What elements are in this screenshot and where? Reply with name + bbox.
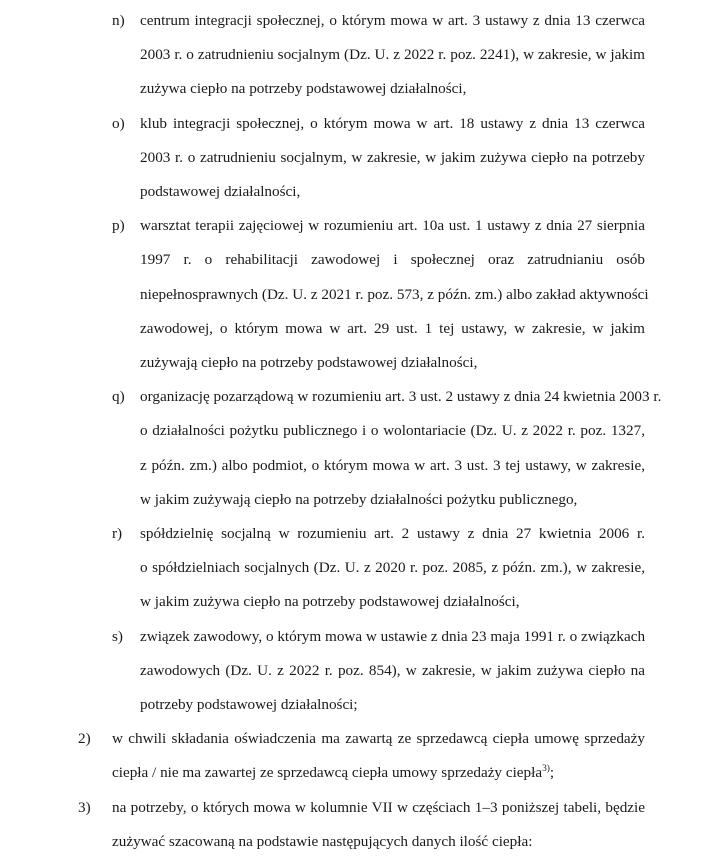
text-line: na potrzeby, o których mowa w kolumnie VII w częściach 1–3 poniższej tabeli, będzie <box>112 798 645 816</box>
text-line-content: ciepła / nie ma zawartej ze sprzedawcą ciepła umowy sprzedaży ciepła <box>112 764 543 782</box>
text-line: 2003 r. o zatrudnieniu socjalnym (Dz. U. z 2022 r. poz. 2241), w zakresie, w jakim <box>140 46 645 64</box>
list-marker: s) <box>112 627 123 645</box>
list-item-s <box>112 620 646 723</box>
list-item-q <box>112 380 662 517</box>
text-line: organizację pozarządową w rozumieniu art. 3 ust. 2 ustawy z dnia 24 kwietnia 2003 r. <box>140 388 662 406</box>
footnote-reference: 3) <box>542 764 550 775</box>
text-line: z późn. zm.) albo podmiot, o którym mowa w art. 3 ust. 3 tej ustawy, w zakresie, <box>140 456 645 474</box>
text-line: potrzeby podstawowej działalności; <box>140 696 358 714</box>
text-line: o spółdzielniach socjalnych (Dz. U. z 2020 r. poz. 2085, z późn. zm.), w zakresie, <box>140 559 645 577</box>
list-marker: p) <box>112 217 125 235</box>
list-item-body <box>112 722 645 790</box>
text-line: spółdzielnię socjalną w rozumieniu art. 2 ustawy z dnia 27 kwietnia 2006 r. <box>140 525 645 543</box>
list-item-n <box>112 4 645 107</box>
list-marker: r) <box>112 525 123 543</box>
list-item-body <box>140 209 649 380</box>
list-item-3 <box>78 791 645 859</box>
text-line: warsztat terapii zajęciowej w rozumieniu art. 10a ust. 1 ustawy z dnia 27 sierpnia <box>140 217 645 235</box>
list-item-body <box>112 791 645 859</box>
text-line: w jakim zużywa ciepło na potrzeby podstawowej działalności, <box>140 593 520 611</box>
list-marker: q) <box>112 388 125 406</box>
list-item-body <box>140 380 662 517</box>
list-item-p <box>112 209 649 380</box>
text-line: w chwili składania oświadczenia ma zawartą ze sprzedawcą ciepła umowę sprzedaży <box>112 730 645 748</box>
text-line: 1997 r. o rehabilitacji zawodowej i społecznej oraz zatrudnianiu osób <box>140 251 645 269</box>
list-item-2 <box>78 722 645 790</box>
list-item-body <box>140 517 645 620</box>
text-line: klub integracji społecznej, o którym mowa w art. 18 ustawy z dnia 13 czerwca <box>140 114 645 132</box>
text-line: centrum integracji społecznej, o którym mowa w art. 3 ustawy z dnia 13 czerwca <box>140 12 645 29</box>
list-item-body <box>140 107 645 210</box>
list-marker: 2) <box>78 730 91 748</box>
text-line: 2003 r. o zatrudnieniu socjalnym, w zakresie, w jakim zużywa ciepło na potrzeby <box>140 148 645 166</box>
text-line: zużywa ciepło na potrzeby podstawowej działalności, <box>140 80 467 98</box>
text-line: o działalności pożytku publicznego i o wolontariacie (Dz. U. z 2022 r. poz. 1327, <box>140 422 645 440</box>
text-line: zawodowej, o którym mowa w art. 29 ust. 1 tej ustawy, w zakresie, w jakim <box>140 319 645 337</box>
numbered-list <box>0 722 726 859</box>
list-item-body <box>140 620 645 723</box>
text-line: zużywać szacowaną na podstawie następujących danych ilość ciepła: <box>112 832 533 850</box>
line-tail: ; <box>549 764 555 782</box>
text-line-with-footnote <box>112 756 645 790</box>
list-marker: 3) <box>78 798 91 816</box>
list-item-r <box>112 517 645 620</box>
list-marker: o) <box>112 114 125 132</box>
text-line: w jakim zużywają ciepło na potrzeby działalności pożytku publicznego, <box>140 490 578 508</box>
list-item-o <box>112 107 645 210</box>
text-line: związek zawodowy, o którym mowa w ustawie z dnia 23 maja 1991 r. o związkach <box>140 627 646 645</box>
text-line: podstawowej działalności, <box>140 183 301 201</box>
list-item-body <box>140 4 645 107</box>
list-marker: n) <box>112 12 125 29</box>
text-line: zużywają ciepło na potrzeby podstawowej działalności, <box>140 354 478 372</box>
text-line: niepełnosprawnych (Dz. U. z 2021 r. poz. 573, z późn. zm.) albo zakład aktywności <box>140 285 649 303</box>
text-line: zawodowych (Dz. U. z 2022 r. poz. 854), w zakresie, w jakim zużywa ciepło na <box>140 661 645 679</box>
